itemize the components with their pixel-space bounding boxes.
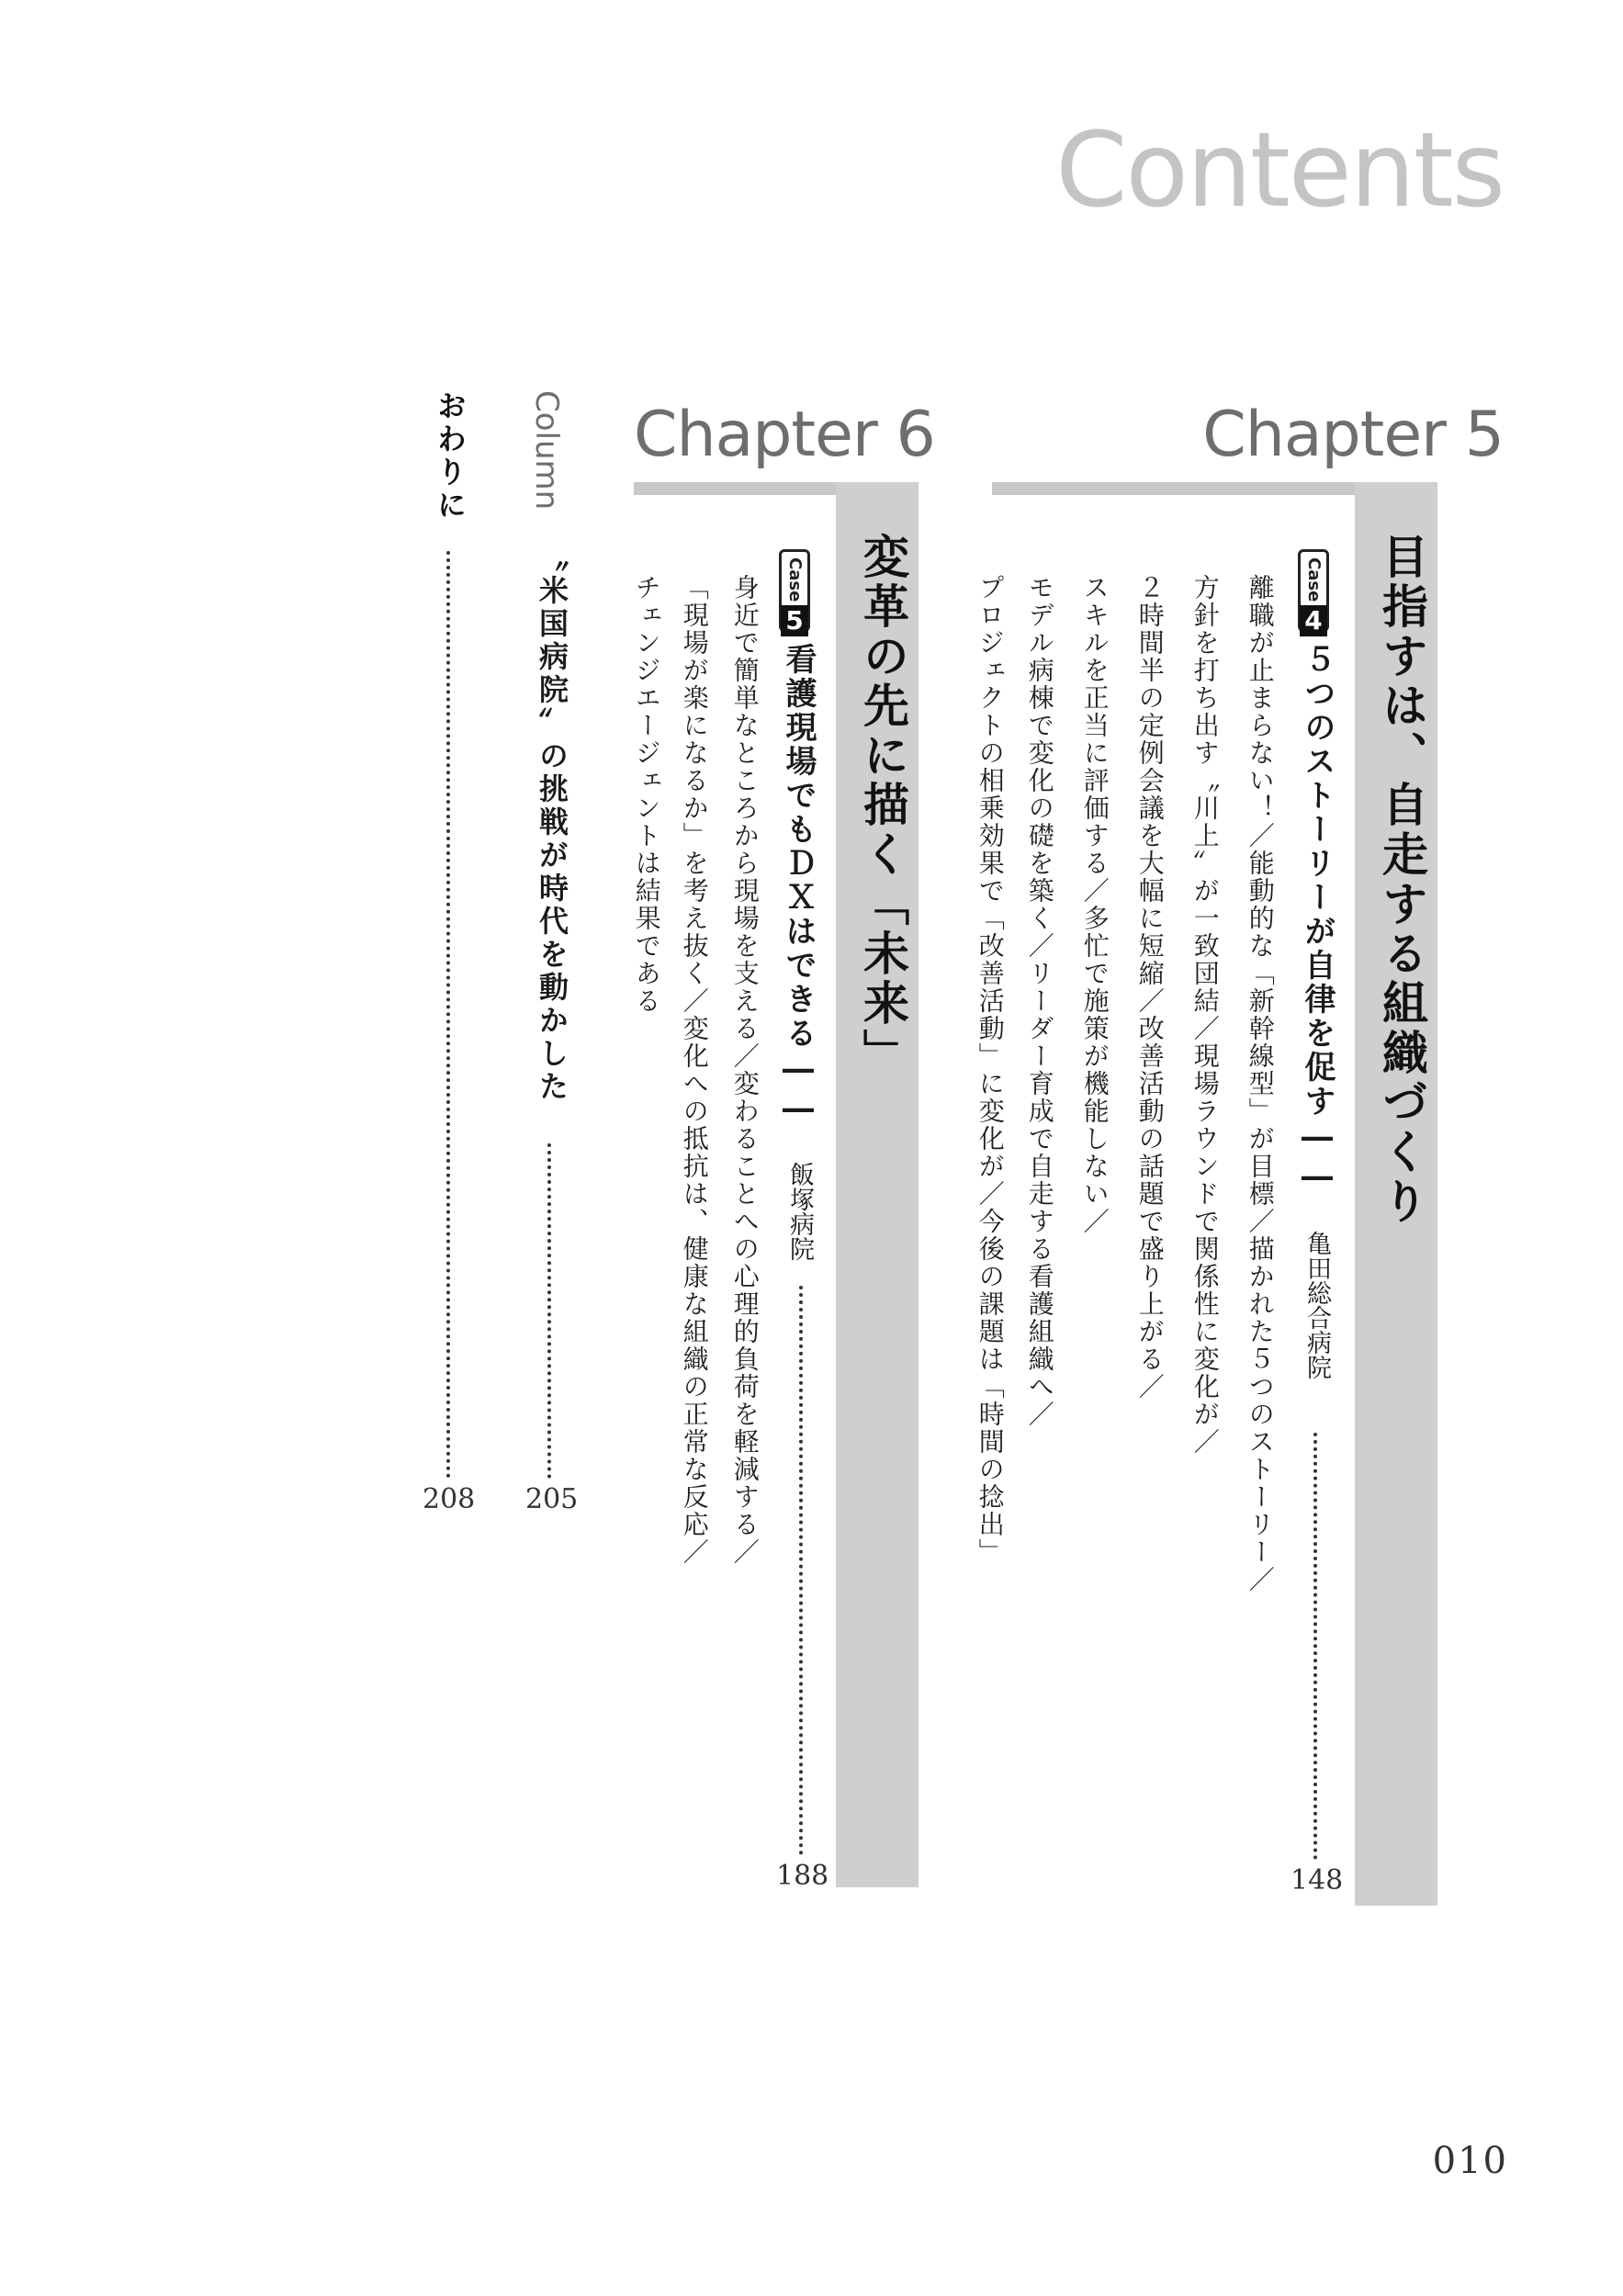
column-page-number: 205: [525, 1483, 579, 1515]
case-5-dash: ――: [780, 1051, 817, 1130]
page-title: Contents: [1055, 111, 1504, 231]
case-4-hospital: 亀田総合病院: [1302, 1231, 1331, 1379]
case-5-title: [776, 643, 821, 1130]
case-4-dash: ――: [1299, 1119, 1336, 1198]
chapter-5-item: モデル病棟で変化の礎を築く／リーダー育成で自走する看護組織へ／: [1024, 574, 1055, 1428]
chapter-6-item: チェンジエージェントは結果である: [631, 574, 662, 1015]
closing-title: おわりに: [433, 390, 468, 523]
case-4-leader-dots: [1313, 1433, 1317, 1860]
chapter-6-item: 身近で簡単なところから現場を支える／変わることへの心理的負荷を軽減する／: [729, 574, 761, 1566]
chapter-6-label: Chapter 6: [634, 399, 935, 471]
chapter-5-item: ２時間半の定例会議を大幅に短縮／改善活動の話題で盛り上がる／: [1134, 574, 1166, 1401]
chapter-5-item: プロジェクトの相乗効果で「改善活動」に変化が／今後の課題は「時間の捻出」: [975, 574, 1006, 1566]
case-number: 4: [1300, 605, 1327, 636]
page-folio: 010: [1432, 2140, 1508, 2182]
case-5-hospital: 飯塚病院: [785, 1162, 814, 1261]
case-4-badge: [1298, 549, 1329, 636]
column-label: Column: [528, 390, 565, 511]
case-5-leader-dots: [799, 1286, 803, 1855]
chapter-5-item: 離職が止まらない！／能動的な「新幹線型」が目標／描かれた５つのストーリー／: [1245, 574, 1276, 1593]
chapter-5-title: 目指すは、自走する組織づくり: [1375, 533, 1428, 1227]
chapter-5-label: Chapter 5: [1202, 399, 1504, 471]
case-5-title-text: 看護現場でもＤＸはできる: [780, 643, 817, 1051]
case-5-badge: [779, 549, 810, 636]
case-word: Case: [1304, 557, 1324, 602]
case-4-title-text: ５つのストーリーが自律を促す: [1299, 643, 1336, 1119]
chapter-5-item: スキルを正当に評価する／多忙で施策が機能しない／: [1079, 574, 1110, 1235]
chapter-5-item: 方針を打ち出す〝川上〟が一致団結／現場ラウンドで関係性に変化が／: [1189, 574, 1221, 1456]
column-leader-dots: [547, 1143, 551, 1479]
case-4-page-number: 148: [1291, 1864, 1344, 1896]
case-4-title: [1295, 643, 1340, 1198]
closing-leader-dots: [446, 551, 450, 1479]
chapter-6-item: 「現場が楽になるか」を考え抜く／変化への抵抗は、健康な組織の正常な反応／: [679, 574, 710, 1566]
chapter-6-title: 変革の先に描く「未来」: [856, 533, 909, 1078]
closing-page-number: 208: [423, 1483, 476, 1515]
case-5-page-number: 188: [776, 1860, 829, 1892]
case-word: Case: [785, 557, 805, 602]
column-title: 〝米国病院〟の挑戦が時代を動かした: [535, 542, 569, 1104]
case-number: 5: [781, 605, 808, 636]
